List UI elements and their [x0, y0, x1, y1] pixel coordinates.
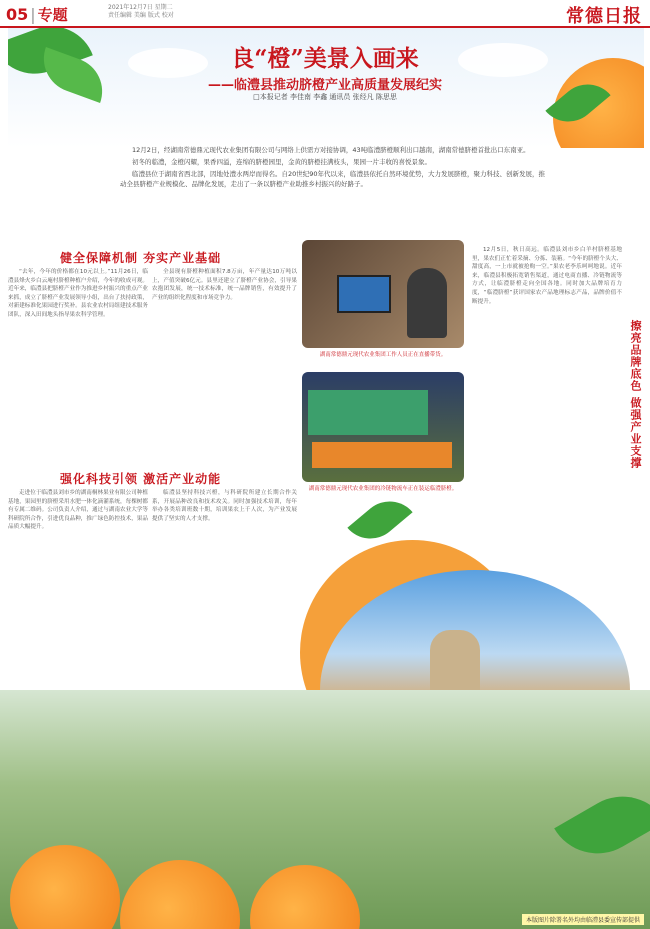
article-lead: [120, 145, 550, 191]
bottom-scenery: [0, 690, 650, 929]
orange-crates-graphic: [312, 442, 452, 468]
vertical-heading: 擦亮品牌底色 做强产业支撑: [629, 320, 642, 469]
body-paragraph: 走进位于临澧县刘市乡的湖南桐林果业有限公司种植基地，果园里的脐橙采用水肥一体化滴灌系统，每棵树都有专属二维码。公司负责人介绍，通过与湖南农业大学等科研院所合作，引进优良品种，推广绿色防控技术，果品品质大幅提升。: [8, 490, 148, 531]
header-meta: [108, 4, 198, 20]
text-column: [152, 268, 297, 453]
body-paragraph: 临澧县坚持科技兴橙，与科研院所建立长期合作关系，开展品种改良和技术攻关。同时加强技术培训，每年举办各类培训班数十期，培训果农上千人次，为产业发展提供了坚实的人才支撑。: [152, 490, 297, 522]
page-header: [0, 0, 650, 28]
photo-credit: 本版图片除署名外均由临澧县委宣传部提供: [522, 914, 644, 925]
body-paragraph: 全县现有脐橙种植面积7.8万亩，年产量达10万吨以上，产值突破6亿元。县里还建立了脐橙产业协会，引导果农抱团发展，统一技术标准，统一品牌销售，有效提升了产业的组织化程度和市场竞争力。: [152, 269, 297, 301]
article-byline: □本报记者 李佳南 李鑫 通讯员 张经凡 陈思思: [253, 93, 397, 101]
lead-paragraph: 临澧县位于湖南省西北部，因地处澧水两岸而得名。自20世纪90年代以来，临澧县依托自然环境优势，大力发展脐橙，聚力科技、创新发展，推动全县脐橙产业规模化、品牌化发展，走出了一条以脐橙产业助推乡村振兴的好路子。: [120, 170, 546, 188]
page-number-separator: |: [30, 5, 36, 24]
lead-paragraph: 12月2日，经湖南常德鼎元现代农业集团有限公司与网络上供需方对接协调，43吨临澧脐橙顺利出口越南，湖南常德脐橙首批出口东南亚。: [132, 146, 530, 154]
photo-caption: 湖南常德鼎元现代农业集团的冷链物流车正在装运临澧脐橙。: [308, 486, 458, 492]
photo-livestream: [302, 240, 464, 348]
article-title: 良“橙”美景入画来: [231, 45, 419, 72]
text-column: [152, 489, 297, 684]
header-date: 2021年12月7日 星期二: [108, 4, 173, 11]
newspaper-logo: 常德日报: [566, 6, 642, 27]
section-name: 专题: [37, 6, 68, 24]
photo-truck: [302, 372, 464, 482]
header-editors: 责任编辑 美编 版式 校对: [108, 12, 174, 19]
page-number-value: 05: [6, 5, 29, 24]
article-subtitle: ——临澧县推动脐橙产业高质量发展纪实: [207, 78, 442, 93]
lead-paragraph: 初冬的临澧，金橙闪耀，果香四溢，连绵的脐橙园里，金黄的脐橙挂满枝头，果园一片丰收的喜悦景象。: [132, 158, 431, 166]
body-paragraph: 12月5日，秋日高远。临澧县刘市乡白羊村脐橙基地里，果农们正忙着采摘、分拣、装箱。“今年的脐橙个头大、甜度高，一上市就被抢购一空。”果农老李乐呵呵地说。近年来，临澧县积极拓宽销售渠道，通过电商直播、冷链物流等方式，让临澧脐橙走向全国各地。同时加大品牌培育力度，“临澧脐橙”获评国家农产品地理标志产品，品牌价值不断提升。: [472, 247, 622, 305]
section-heading: 健全保障机制 夯实产业基础: [60, 251, 222, 265]
monitor-graphic: [337, 275, 391, 313]
body-paragraph: “去年，今年的价格都在10元以上。”11月26日，临澧县烽火乡白云庵村脐橙种植户介绍，今年的收成可观。近年来，临澧县把脐橙产业作为推进乡村振兴的重点产业来抓，成立了脐橙产业发展领导小组，出台了扶持政策，对新建标准化果园进行奖补。县农业农村局组建技术服务团队，深入田间地头指导果农科学管理。: [8, 269, 148, 318]
person-graphic: [407, 268, 447, 338]
section-heading: 强化科技引领 激活产业动能: [60, 472, 222, 486]
text-column: [8, 268, 148, 453]
page-number: [6, 4, 68, 25]
truck-graphic: [308, 390, 428, 435]
photo-caption: 湖南常德鼎元现代农业集团工作人员正在直播带货。: [319, 352, 447, 358]
text-column: [8, 489, 148, 684]
